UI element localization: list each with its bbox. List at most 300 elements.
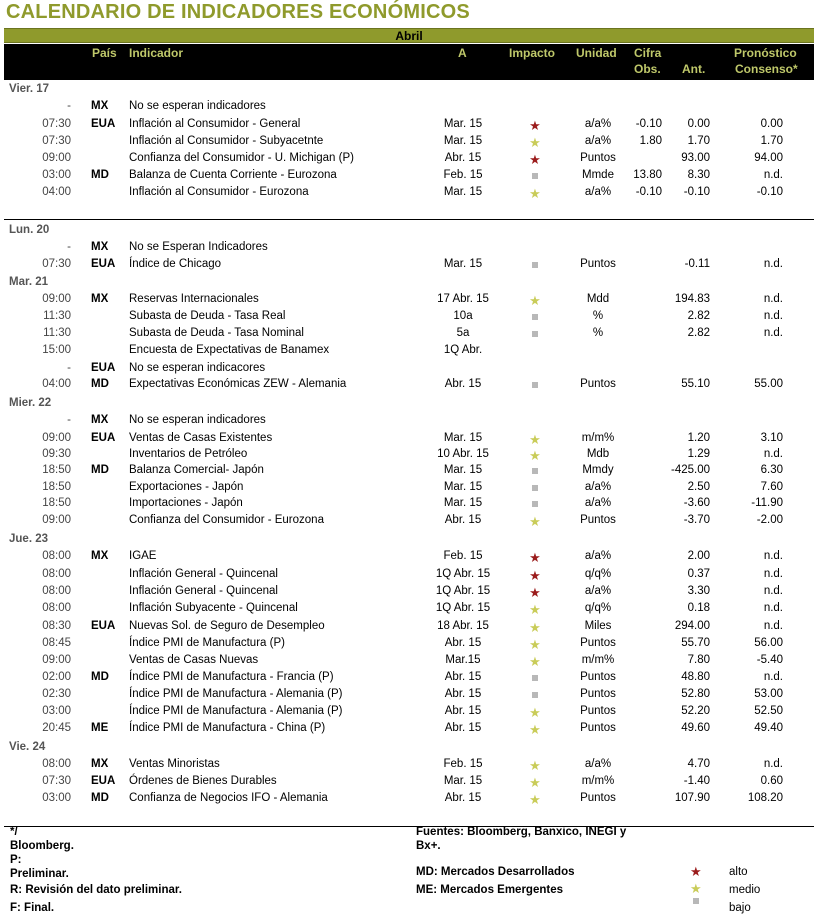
cell-cifra-obs: 1.80 [639, 135, 662, 147]
cell-indicador: Subasta de Deuda - Tasa Nominal [129, 327, 304, 339]
cell-periodo: Mar. 15 [443, 775, 483, 787]
cell-consenso: n.d. [763, 671, 783, 683]
table-row [0, 464, 824, 481]
cell-time: 08:45 [42, 637, 71, 649]
cell-impacto [511, 497, 559, 510]
star-red-icon: ★ [529, 550, 541, 565]
cell-indicador: Índice de Chicago [129, 258, 222, 270]
cell-pais: MD [91, 671, 109, 683]
cell-anterior: 49.60 [681, 722, 710, 734]
cell-consenso: n.d. [763, 293, 783, 305]
header-pais: País [92, 46, 117, 60]
cell-impacto [511, 620, 559, 636]
cell-impacto [511, 602, 559, 618]
star-yellow-icon: ★ [529, 792, 541, 807]
cell-impacto [511, 654, 559, 670]
cell-anterior: 3.30 [687, 585, 710, 597]
cell-impacto [511, 705, 559, 721]
star-yellow-icon: ★ [529, 705, 541, 720]
cell-unidad: m/m% [581, 775, 615, 787]
cell-unidad: Puntos [580, 514, 616, 526]
cell-indicador: Subasta de Deuda - Tasa Real [129, 310, 286, 322]
cell-time: 07:30 [42, 118, 71, 130]
cell-consenso: 6.30 [760, 464, 783, 476]
cell-indicador: Inflación al Consumidor - Subyacetnte [129, 135, 324, 147]
cell-impacto [511, 550, 559, 566]
cell-time: 08:00 [42, 568, 71, 580]
table-row [0, 585, 824, 602]
cell-cifra-obs: 13.80 [633, 169, 662, 181]
cell-unidad: a/a% [584, 758, 612, 770]
cell-impacto [511, 514, 559, 530]
cell-pais: MX [91, 100, 109, 112]
cell-time: 07:30 [42, 775, 71, 787]
cell-impacto [511, 258, 559, 271]
cell-consenso: 94.00 [754, 152, 783, 164]
cell-impacto [511, 432, 559, 448]
cell-impacto [511, 688, 559, 701]
cell-consenso: n.d. [763, 568, 783, 580]
cell-unidad: m/m% [581, 654, 615, 666]
cell-time: - [67, 241, 71, 253]
table-row [0, 758, 824, 775]
table-row [0, 448, 824, 465]
cell-anterior: 2.82 [687, 310, 710, 322]
day-label: Vier. 17 [9, 83, 50, 95]
cell-time: 09:00 [42, 514, 71, 526]
cell-consenso: n.d. [763, 620, 783, 632]
cell-impacto [511, 481, 559, 494]
table-row [0, 497, 824, 514]
cell-anterior: 48.80 [681, 671, 710, 683]
cell-consenso: 55.00 [754, 378, 783, 390]
cell-time: 18:50 [42, 497, 71, 509]
cell-cifra-obs: -0.10 [635, 118, 662, 130]
cell-pais: MX [91, 293, 109, 305]
cell-time: 08:00 [42, 585, 71, 597]
cell-indicador: Importaciones - Japón [129, 497, 243, 509]
cell-anterior: 4.70 [687, 758, 710, 770]
cell-indicador: Inflación al Consumidor - General [129, 118, 301, 130]
footer-note-bloomberg: Bloomberg. [10, 840, 74, 852]
star-yellow-icon: ★ [529, 620, 541, 635]
footer-md: MD: Mercados Desarrollados [416, 866, 575, 878]
cell-periodo: Abr. 15 [444, 378, 482, 390]
cell-periodo: Abr. 15 [444, 152, 482, 164]
cell-unidad: q/q% [584, 568, 612, 580]
cell-consenso: n.d. [763, 602, 783, 614]
cell-unidad: Mdb [586, 448, 610, 460]
cell-time: 02:30 [42, 688, 71, 700]
cell-periodo: 10a [453, 310, 473, 322]
cell-unidad: Puntos [580, 792, 616, 804]
cell-consenso: 7.60 [760, 481, 783, 493]
square-gray-icon [532, 485, 538, 491]
cell-impacto [511, 792, 559, 808]
cell-anterior: 194.83 [674, 293, 710, 305]
table-row [0, 654, 824, 671]
cell-periodo: 1Q Abr. [443, 344, 483, 356]
cell-consenso: n.d. [763, 550, 783, 562]
cell-pais: EUA [91, 118, 116, 130]
cell-time: 09:00 [42, 432, 71, 444]
cell-anterior: 55.10 [681, 378, 710, 390]
star-yellow-icon: ★ [529, 758, 541, 773]
table-row [0, 327, 824, 344]
table-row [0, 775, 824, 792]
cell-anterior: 0.18 [687, 602, 710, 614]
star-yellow-icon: ★ [529, 135, 541, 150]
star-red-icon: ★ [529, 152, 541, 167]
cell-periodo: 1Q Abr. 15 [435, 602, 491, 614]
star-yellow-icon: ★ [529, 432, 541, 447]
cell-impacto [511, 671, 559, 684]
cell-pais: MX [91, 414, 109, 426]
cell-indicador: Índice PMI de Manufactura - China (P) [129, 722, 326, 734]
cell-indicador: Ventas de Casas Existentes [129, 432, 273, 444]
cell-consenso: n.d. [763, 258, 783, 270]
table-row [0, 688, 824, 705]
header-consenso: Consenso* [735, 62, 798, 76]
cell-anterior: 2.00 [687, 550, 710, 562]
cell-anterior: 8.30 [687, 169, 710, 181]
table-row [0, 602, 824, 619]
cell-time: 18:50 [42, 464, 71, 476]
header-cifra: Cifra [634, 46, 662, 60]
cell-periodo: Mar. 15 [443, 258, 483, 270]
cell-indicador: Balanza de Cuenta Corriente - Eurozona [129, 169, 337, 181]
cell-periodo: Feb. 15 [443, 758, 483, 770]
cell-indicador: Exportaciones - Japón [129, 481, 244, 493]
cell-periodo: 5a [456, 327, 470, 339]
star-yellow-icon: ★ [529, 448, 541, 463]
cell-consenso: 0.60 [760, 775, 783, 787]
cell-anterior: -1.40 [683, 775, 710, 787]
table-row [0, 722, 824, 739]
header-obs: Obs. [634, 62, 661, 76]
cell-pais: EUA [91, 362, 116, 374]
legend-alto: alto [729, 866, 748, 878]
cell-anterior: 1.20 [687, 432, 710, 444]
cell-indicador: Balanza Comercial- Japón [129, 464, 264, 476]
cell-periodo: Feb. 15 [443, 550, 483, 562]
table-row [0, 186, 824, 203]
cell-periodo: Mar. 15 [443, 118, 483, 130]
cell-unidad: Puntos [580, 637, 616, 649]
cell-time: 15:00 [42, 344, 71, 356]
cell-indicador: Reservas Internacionales [129, 293, 259, 305]
table-row [0, 344, 824, 361]
day-label: Vie. 24 [9, 741, 46, 753]
cell-unidad: a/a% [584, 497, 612, 509]
cell-periodo: Feb. 15 [443, 169, 483, 181]
cell-impacto [511, 327, 559, 340]
cell-pais: MX [91, 550, 109, 562]
cell-consenso: n.d. [763, 585, 783, 597]
cell-consenso: n.d. [763, 310, 783, 322]
cell-anterior: 2.82 [687, 327, 710, 339]
header-indicador: Indicador [129, 46, 184, 60]
cell-indicador: No se Esperan Indicadores [129, 241, 268, 253]
star-red-icon: ★ [529, 568, 541, 583]
header-impacto: Impacto [509, 46, 556, 60]
table-row [0, 378, 824, 395]
star-red-icon: ★ [529, 118, 541, 133]
star-red-icon: ★ [529, 585, 541, 600]
cell-time: 07:30 [42, 258, 71, 270]
cell-time: 09:30 [42, 448, 71, 460]
day-label: Jue. 23 [9, 533, 48, 545]
cell-pais: EUA [91, 620, 116, 632]
cell-periodo: Mar. 15 [443, 464, 483, 476]
cell-anterior: -0.10 [683, 186, 710, 198]
cell-time: 09:00 [42, 293, 71, 305]
cell-periodo: 1Q Abr. 15 [435, 585, 491, 597]
cell-unidad: Mmdy [582, 464, 614, 476]
cell-anterior: 52.80 [681, 688, 710, 700]
cell-indicador: Inflación General - Quincenal [129, 585, 278, 597]
table-row [0, 568, 824, 585]
cell-anterior: -3.60 [683, 497, 710, 509]
cell-pais: ME [91, 722, 109, 734]
cell-pais: MD [91, 464, 109, 476]
cell-periodo: Abr. 15 [444, 671, 482, 683]
cell-periodo: Mar. 15 [443, 186, 483, 198]
cell-unidad: % [592, 310, 604, 322]
cell-periodo: 17 Abr. 15 [437, 293, 489, 305]
star-yellow-icon: ★ [529, 514, 541, 529]
cell-unidad: Puntos [580, 671, 616, 683]
cell-unidad: % [592, 327, 604, 339]
day-label: Mar. 21 [9, 276, 48, 288]
cell-time: 08:00 [42, 758, 71, 770]
cell-consenso: 53.00 [754, 688, 783, 700]
square-gray-icon [532, 314, 538, 320]
cell-cifra-obs: -0.10 [635, 186, 662, 198]
cell-impacto [511, 464, 559, 477]
footer-sources-2: Bx+. [416, 840, 441, 852]
table-row [0, 293, 824, 310]
square-gray-icon [532, 501, 538, 507]
cell-periodo: 18 Abr. 15 [437, 620, 489, 632]
month-label: Abril [395, 29, 423, 43]
cell-unidad: Mdd [586, 293, 610, 305]
cell-consenso: -5.40 [756, 654, 783, 666]
cell-consenso: 49.40 [754, 722, 783, 734]
cell-unidad: Puntos [580, 152, 616, 164]
cell-indicador: Ventas de Casas Nuevas [129, 654, 259, 666]
legend-medio: medio [729, 884, 761, 896]
cell-unidad: a/a% [584, 481, 612, 493]
star-yellow-icon: ★ [529, 637, 541, 652]
cell-anterior: -0.11 [684, 258, 710, 270]
footer-sources: Fuentes: Bloomberg, Banxico, INEGI y [416, 826, 627, 838]
cell-time: 09:00 [42, 654, 71, 666]
cell-pais: EUA [91, 258, 116, 270]
cell-time: 03:00 [42, 792, 71, 804]
legend-bajo: bajo [729, 902, 751, 914]
table-row [0, 432, 824, 449]
table-row [0, 362, 824, 379]
cell-time: 04:00 [42, 186, 71, 198]
cell-impacto [511, 293, 559, 309]
cell-unidad: Puntos [580, 688, 616, 700]
cell-indicador: Inflación General - Quincenal [129, 568, 278, 580]
cell-time: 07:30 [42, 135, 71, 147]
square-gray-icon [532, 382, 538, 388]
cell-pais: MD [91, 169, 109, 181]
table-row [0, 481, 824, 498]
table-row [0, 258, 824, 275]
cell-indicador: Inflación al Consumidor - Eurozona [129, 186, 309, 198]
cell-anterior: 1.29 [687, 448, 710, 460]
footer-me: ME: Mercados Emergentes [416, 884, 563, 896]
cell-periodo: Mar.15 [445, 654, 481, 666]
table-row [0, 792, 824, 809]
star-yellow-icon: ★ [529, 293, 541, 308]
legend-star-red-icon: ★ [690, 864, 702, 879]
cell-periodo: Abr. 15 [444, 722, 482, 734]
month-band [4, 28, 814, 43]
cell-periodo: Abr. 15 [444, 705, 482, 717]
cell-indicador: Índice PMI de Manufactura - Francia (P) [129, 671, 334, 683]
cell-consenso: 108.20 [747, 792, 783, 804]
cell-indicador: Confianza del Consumidor - U. Michigan (P) [129, 152, 354, 164]
cell-impacto [511, 310, 559, 323]
cell-anterior: 107.90 [674, 792, 710, 804]
cell-anterior: 0.00 [687, 118, 710, 130]
cell-indicador: Nuevas Sol. de Seguro de Desempleo [129, 620, 325, 632]
cell-time: 08:00 [42, 602, 71, 614]
square-gray-icon [532, 468, 538, 474]
cell-indicador: Órdenes de Bienes Durables [129, 775, 277, 787]
cell-time: 18:50 [42, 481, 71, 493]
day-label: Mier. 22 [9, 397, 52, 409]
day-label: Lun. 20 [9, 224, 50, 236]
square-gray-icon [532, 692, 538, 698]
table-row [0, 118, 824, 135]
star-yellow-icon: ★ [529, 602, 541, 617]
cell-periodo: Abr. 15 [444, 637, 482, 649]
cell-time: 04:00 [42, 378, 71, 390]
cell-pais: MD [91, 792, 109, 804]
cell-indicador: No se esperan indicadores [129, 100, 266, 112]
cell-consenso: n.d. [763, 327, 783, 339]
cell-time: 03:00 [42, 169, 71, 181]
square-gray-icon [532, 262, 538, 268]
cell-unidad: q/q% [584, 602, 612, 614]
cell-periodo: Abr. 15 [444, 792, 482, 804]
star-yellow-icon: ★ [529, 722, 541, 737]
cell-indicador: Encuesta de Expectativas de Banamex [129, 344, 330, 356]
cell-indicador: Índice PMI de Manufactura (P) [129, 637, 285, 649]
cell-unidad: Mmde [582, 169, 614, 181]
cell-impacto [511, 378, 559, 391]
cell-indicador: No se esperan indicacores [129, 362, 266, 374]
cell-impacto [511, 135, 559, 151]
cell-time: 11:30 [43, 310, 71, 322]
footer-note-asterisk: */ [10, 826, 18, 838]
cell-indicador: Inventarios de Petróleo [129, 448, 248, 460]
cell-impacto [511, 568, 559, 584]
cell-indicador: No se esperan indicadores [129, 414, 266, 426]
square-gray-icon [532, 173, 538, 179]
cell-anterior: -3.70 [683, 514, 710, 526]
header-a: A [458, 46, 467, 60]
cell-pais: EUA [91, 775, 116, 787]
cell-unidad: m/m% [581, 432, 615, 444]
cell-time: 08:00 [42, 550, 71, 562]
cell-impacto [511, 118, 559, 134]
cell-consenso: n.d. [763, 448, 783, 460]
table-row [0, 241, 824, 258]
table-row [0, 514, 824, 531]
star-yellow-icon: ★ [529, 654, 541, 669]
table-row [0, 620, 824, 637]
cell-anterior: 2.50 [687, 481, 710, 493]
cell-anterior: 294.00 [674, 620, 710, 632]
cell-periodo: Abr. 15 [444, 514, 482, 526]
table-row [0, 152, 824, 169]
cell-time: - [67, 362, 71, 374]
cell-unidad: a/a% [584, 118, 612, 130]
cell-indicador: Ventas Minoristas [129, 758, 220, 770]
cell-periodo: Abr. 15 [444, 688, 482, 700]
cell-pais: EUA [91, 432, 116, 444]
footer-note-final: F: Final. [10, 902, 55, 914]
cell-periodo: Mar. 15 [443, 481, 483, 493]
cell-unidad: Puntos [580, 722, 616, 734]
cell-anterior: 0.37 [687, 568, 710, 580]
cell-time: 20:45 [42, 722, 71, 734]
cell-unidad: a/a% [584, 550, 612, 562]
cell-indicador: Confianza de Negocios IFO - Alemania [129, 792, 328, 804]
cell-impacto [511, 585, 559, 601]
cell-time: 11:30 [43, 327, 71, 339]
cell-consenso: 52.50 [754, 705, 783, 717]
cell-impacto [511, 448, 559, 464]
cell-anterior: -425.00 [670, 464, 710, 476]
cell-indicador: Índice PMI de Manufactura - Alemania (P) [129, 705, 343, 717]
header-pronostico: Pronóstico [734, 46, 797, 60]
table-row [0, 100, 824, 117]
cell-anterior: 52.20 [681, 705, 710, 717]
cell-pais: MX [91, 758, 109, 770]
cell-impacto [511, 758, 559, 774]
day-divider [4, 219, 814, 220]
cell-impacto [511, 637, 559, 653]
cell-indicador: Inflación Subyacente - Quincenal [129, 602, 298, 614]
cell-consenso: 56.00 [754, 637, 783, 649]
cell-pais: MD [91, 378, 109, 390]
cell-time: 08:30 [42, 620, 71, 632]
legend-star-yellow-icon: ★ [690, 881, 702, 896]
header-ant: Ant. [682, 62, 706, 76]
cell-periodo: Mar. 15 [443, 432, 483, 444]
cell-anterior: 7.80 [687, 654, 710, 666]
cell-indicador: IGAE [129, 550, 157, 562]
page-title: CALENDARIO DE INDICADORES ECONÓMICOS [6, 1, 470, 23]
cell-consenso: 3.10 [760, 432, 783, 444]
cell-time: - [67, 100, 71, 112]
cell-anterior: 1.70 [687, 135, 710, 147]
cell-consenso: n.d. [763, 758, 783, 770]
cell-impacto [511, 775, 559, 791]
cell-time: 02:00 [42, 671, 71, 683]
cell-indicador: Confianza del Consumidor - Eurozona [129, 514, 324, 526]
cell-consenso: -2.00 [756, 514, 783, 526]
square-gray-icon [532, 331, 538, 337]
